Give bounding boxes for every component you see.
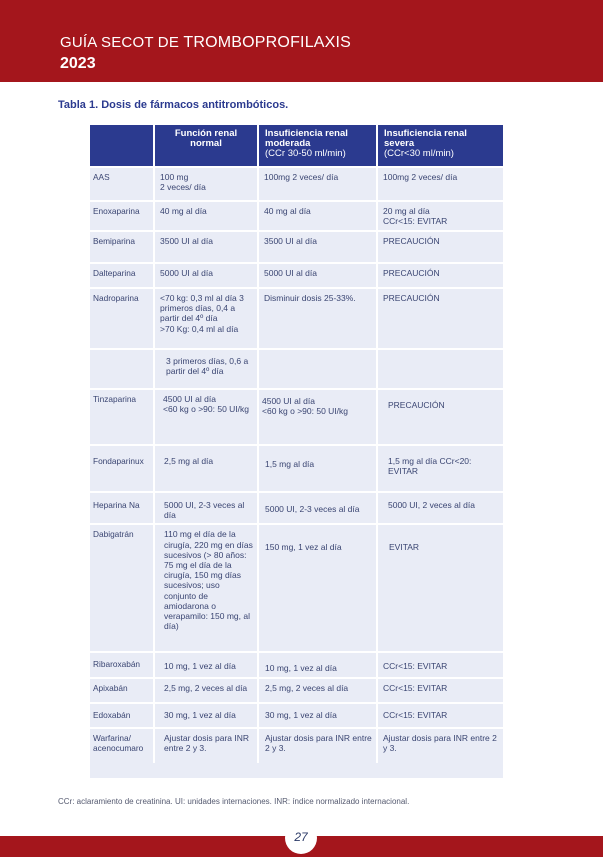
cell-drug: Heparina Na xyxy=(90,492,154,524)
cell-severa: CCr<15: EVITAR xyxy=(377,652,503,677)
cell-moderada: 10 mg, 1 vez al día xyxy=(258,652,377,677)
table-row xyxy=(90,288,503,349)
guide-title xyxy=(60,34,351,52)
cell-severa: CCr<15: EVITAR xyxy=(377,703,503,728)
cell-moderada: 2,5 mg, 2 veces al día xyxy=(258,678,377,703)
cell-normal: 5000 UI, 2-3 veces al día xyxy=(154,492,258,524)
cell-severa: EVITAR xyxy=(377,524,503,652)
cell-moderada: 1,5 mg al día xyxy=(258,445,377,492)
table-row xyxy=(90,231,503,263)
cell-drug: Apixabán xyxy=(90,678,154,703)
header-moderada-sub: (CCr 30-50 ml/min) xyxy=(265,148,346,159)
cell-drug: AAS xyxy=(90,167,154,201)
cell-drug xyxy=(90,349,154,389)
cell-drug: Tinzaparina xyxy=(90,389,154,445)
guide-year: 2023 xyxy=(60,55,96,72)
cell-normal: 40 mg al día xyxy=(154,201,258,231)
page-header xyxy=(0,0,603,82)
cell-normal: 3500 UI al día xyxy=(154,231,258,263)
cell-severa: PRECAUCIÓN xyxy=(377,263,503,288)
table-row xyxy=(90,524,503,652)
dosage-table xyxy=(90,125,503,763)
footnote: CCr: aclaramiento de creatinina. UI: unidades internaciones. INR: índice normalizado internacional. xyxy=(58,797,410,806)
table-row xyxy=(90,389,503,445)
cell-normal: <70 kg: 0,3 ml al día 3 primeros días, 0,4 a partir del 4º día >70 Kg: 0,4 ml al día xyxy=(154,288,258,349)
cell-severa: Ajustar dosis para INR entre 2 y 3. xyxy=(377,728,503,763)
header-severa-sub: (CCr<30 ml/min) xyxy=(384,148,454,159)
cell-drug: Fondaparinux xyxy=(90,445,154,492)
table-header-row xyxy=(90,125,503,167)
table-row xyxy=(90,349,503,389)
table-row xyxy=(90,703,503,728)
cell-moderada: 3500 UI al día xyxy=(258,231,377,263)
cell-drug: Warfarina/ acenocumaro xyxy=(90,728,154,763)
page-number: 27 xyxy=(285,822,317,854)
cell-moderada: 5000 UI, 2-3 veces al día xyxy=(258,492,377,524)
cell-moderada: 150 mg, 1 vez al día xyxy=(258,524,377,652)
cell-moderada xyxy=(258,349,377,389)
cell-normal: 30 mg, 1 vez al día xyxy=(154,703,258,728)
cell-normal: 100 mg 2 veces/ día xyxy=(154,167,258,201)
cell-moderada: Ajustar dosis para INR entre 2 y 3. xyxy=(258,728,377,763)
cell-normal: Ajustar dosis para INR entre 2 y 3. xyxy=(154,728,258,763)
cell-normal: 3 primeros días, 0,6 a partir del 4º día xyxy=(154,349,258,389)
table-row xyxy=(90,652,503,677)
guide-title-main: TROMBOPROFILAXIS xyxy=(183,34,352,51)
cell-normal: 4500 UI al día <60 kg o >90: 50 UI/kg xyxy=(154,389,258,445)
cell-moderada: Disminuir dosis 25-33%. xyxy=(258,288,377,349)
cell-drug: Enoxaparina xyxy=(90,201,154,231)
cell-drug: Edoxabán xyxy=(90,703,154,728)
cell-drug: Nadroparina xyxy=(90,288,154,349)
table-row xyxy=(90,167,503,201)
cell-severa: 1,5 mg al día CCr<20: EVITAR xyxy=(377,445,503,492)
cell-normal: 2,5 mg, 2 veces al día xyxy=(154,678,258,703)
table-row xyxy=(90,678,503,703)
header-drug xyxy=(90,125,154,167)
cell-moderada: 100mg 2 veces/ día xyxy=(258,167,377,201)
cell-moderada: 4500 UI al día <60 kg o >90: 50 UI/kg xyxy=(258,389,377,445)
cell-drug: Dalteparina xyxy=(90,263,154,288)
cell-severa: PRECAUCIÓN xyxy=(377,389,503,445)
cell-severa: CCr<15: EVITAR xyxy=(377,678,503,703)
cell-severa: 20 mg al día CCr<15: EVITAR xyxy=(377,201,503,231)
cell-severa: 100mg 2 veces/ día xyxy=(377,167,503,201)
cell-severa: PRECAUCIÓN xyxy=(377,288,503,349)
cell-drug: Bemiparina xyxy=(90,231,154,263)
table-row xyxy=(90,263,503,288)
cell-normal: 110 mg el día de la cirugía, 220 mg en días sucesivos (> 80 años: 75 mg el día de la cirugía, 150 mg días sucesivos; uso conjunto de amiodarona o verapamilo: 150 mg, al día) xyxy=(154,524,258,652)
cell-moderada: 5000 UI al día xyxy=(258,263,377,288)
cell-moderada: 40 mg al día xyxy=(258,201,377,231)
cell-severa xyxy=(377,349,503,389)
cell-normal: 2,5 mg al día xyxy=(154,445,258,492)
cell-moderada: 30 mg, 1 vez al día xyxy=(258,703,377,728)
header-severa: Insuficiencia renal severa (CCr<30 ml/min) xyxy=(377,125,503,167)
table-row xyxy=(90,445,503,492)
cell-drug: Ribaroxabán xyxy=(90,652,154,677)
header-normal: Función renal normal xyxy=(154,125,258,167)
guide-title-prefix: GUÍA SECOT DE xyxy=(60,34,184,51)
cell-severa: 5000 UI, 2 veces al día xyxy=(377,492,503,524)
cell-severa: PRECAUCIÓN xyxy=(377,231,503,263)
cell-normal: 5000 UI al día xyxy=(154,263,258,288)
header-moderada: Insuficiencia renal moderada (CCr 30-50 ml/min) xyxy=(258,125,377,167)
table-row xyxy=(90,492,503,524)
table-row xyxy=(90,728,503,763)
cell-drug: Dabigatrán xyxy=(90,524,154,652)
cell-normal: 10 mg, 1 vez al día xyxy=(154,652,258,677)
table-title: Tabla 1. Dosis de fármacos antitrombóticos. xyxy=(58,99,289,111)
table-row xyxy=(90,201,503,231)
dosage-table-container xyxy=(90,125,503,778)
